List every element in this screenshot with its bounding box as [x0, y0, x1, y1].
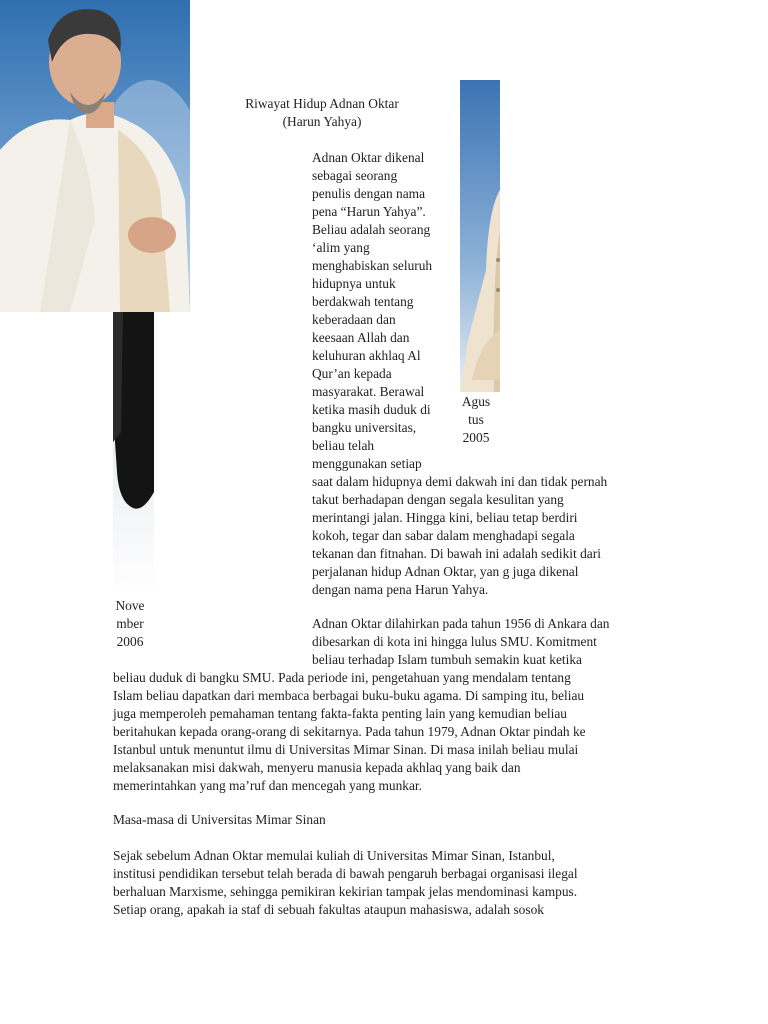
intro-line: menggunakan setiap	[312, 456, 422, 471]
intro-line: bangku universitas,	[312, 420, 417, 435]
intro-line: Qur’an kepada	[312, 366, 392, 381]
intro-line: Beliau adalah seorang	[312, 222, 431, 237]
intro-line: keesaan Allah dan	[312, 330, 410, 345]
caption-november	[109, 597, 151, 651]
paragraph-line: beliau terhadap Islam tumbuh semakin kuat ketika	[312, 652, 582, 667]
paragraph-line: beliau duduk di bangku SMU. Pada periode ini, pengetahuan yang mendalam tentang	[113, 670, 571, 685]
paragraph-line: memerintahkan yang ma’ruf dan mencegah yang munkar.	[113, 778, 422, 793]
paragraph-line: Setiap orang, apakah ia staf di sebuah fakultas ataupun mahasiswa, adalah sosok	[113, 902, 544, 917]
caption-agustus-line: 2005	[462, 430, 490, 445]
intro-line: keluhuran akhlaq Al	[312, 348, 421, 363]
caption-november-line: mber	[116, 616, 144, 631]
caption-agustus	[452, 393, 500, 447]
paragraph-line: Sejak sebelum Adnan Oktar memulai kuliah di Universitas Mimar Sinan, Istanbul,	[113, 848, 555, 863]
intro-line: takut berhadapan dengan segala kesulitan yang	[312, 492, 564, 507]
paragraph-line: berhaluan Marxisme, sehingga pemikiran kekirian tampak jelas mendominasi kampus.	[113, 884, 578, 899]
november-illustration	[113, 312, 154, 596]
intro-line: penulis dengan nama	[312, 186, 426, 201]
paragraph-line: beritahukan kepada orang-orang di sekitarnya. Pada tahun 1979, Adnan Oktar pindah ke	[113, 724, 586, 739]
intro-line: dengan nama pena Harun Yahya.	[312, 582, 489, 597]
paragraph-line: Istanbul untuk menuntut ilmu di Universitas Mimar Sinan. Di masa inilah beliau mulai	[113, 742, 579, 757]
intro-line: merintangi jalan. Hingga kini, beliau tetap berdiri	[312, 510, 578, 525]
section-heading: Masa-masa di Universitas Mimar Sinan	[113, 812, 326, 827]
photo-november-2006	[113, 312, 154, 596]
paragraph-line: juga memperoleh pemahaman tentang fakta-fakta penting lain yang kemudian beliau	[113, 706, 567, 721]
intro-line: beliau telah	[312, 438, 375, 453]
photo-agustus-2005	[460, 80, 500, 392]
intro-line: masyarakat. Berawal	[312, 384, 425, 399]
intro-line: sebagai seorang	[312, 168, 398, 183]
intro-line: menghabiskan seluruh	[312, 258, 433, 273]
intro-line: ketika masih duduk di	[312, 402, 431, 417]
caption-agustus-line: tus	[468, 412, 484, 427]
caption-november-line: 2006	[116, 634, 144, 649]
paragraph-line: dibesarkan di kota ini hingga lulus SMU. Komitment	[312, 634, 597, 649]
portrait-photo	[0, 0, 190, 312]
portrait-illustration	[0, 0, 190, 312]
intro-line: ‘alim yang	[312, 240, 370, 255]
agustus-illustration	[460, 80, 500, 392]
paragraph-line: melaksanakan misi dakwah, menyeru manusia kepada akhlaq yang baik dan	[113, 760, 521, 775]
page-subtitle: (Harun Yahya)	[282, 114, 362, 129]
intro-line: berdakwah tentang	[312, 294, 414, 309]
intro-line: keberadaan dan	[312, 312, 396, 327]
paragraph-line: Adnan Oktar dilahirkan pada tahun 1956 di Ankara dan	[312, 616, 610, 631]
intro-line: hidupnya untuk	[312, 276, 396, 291]
caption-agustus-line: Agus	[461, 394, 491, 409]
paragraph-line: institusi pendidikan tersebut telah berada di bawah pengaruh berbagai organisasi ilegal	[113, 866, 578, 881]
intro-line: pena “Harun Yahya”.	[312, 204, 426, 219]
intro-line: tekanan dan fitnahan. Di bawah ini adalah sedikit dari	[312, 546, 601, 561]
intro-line: saat dalam hidupnya demi dakwah ini dan tidak pernah	[312, 474, 608, 489]
intro-line: kokoh, tegar dan sabar dalam menghadapi segala	[312, 528, 575, 543]
page-title: Riwayat Hidup Adnan Oktar	[245, 96, 399, 111]
intro-line: Adnan Oktar dikenal	[312, 150, 425, 165]
caption-november-line: Nove	[115, 598, 145, 613]
intro-line: perjalanan hidup Adnan Oktar, yan g juga dikenal	[312, 564, 579, 579]
paragraph-line: Islam beliau dapatkan dari membaca berbagai buku-buku agama. Di samping itu, beliau	[113, 688, 585, 703]
